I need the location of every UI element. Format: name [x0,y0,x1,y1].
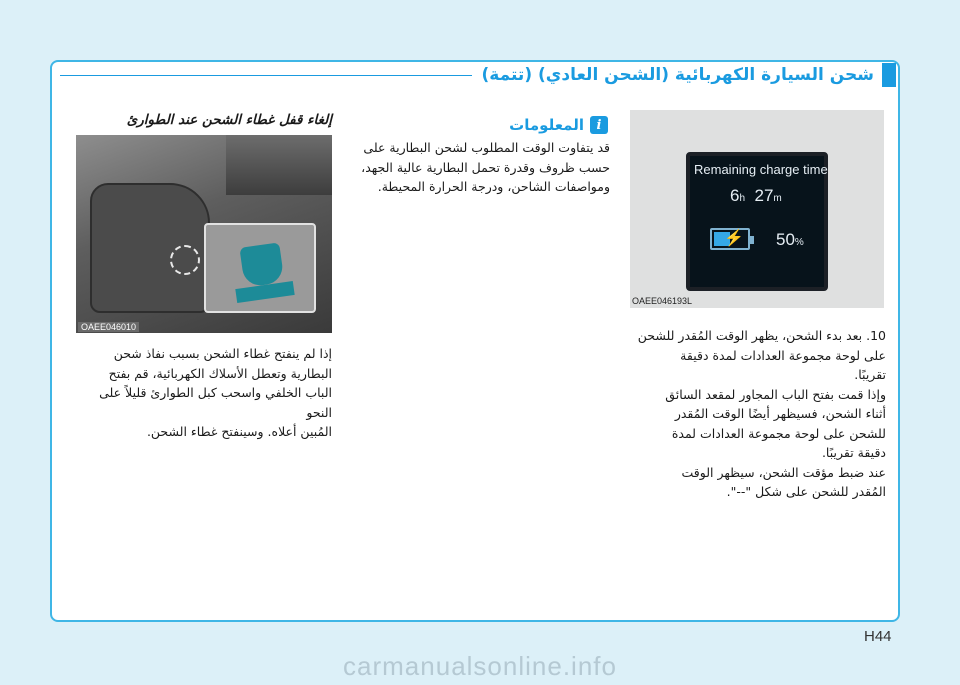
page-number: H44 [864,628,892,645]
hours-unit: h [739,193,746,204]
remaining-time [730,186,782,206]
section-header [60,63,896,87]
hours-value: 6 [730,186,740,205]
figure-code: OAEE046010 [78,322,139,332]
charging-bolt-icon: ⚡ [724,230,744,247]
charge-door-release-photo [76,135,332,333]
watermark [0,648,960,685]
info-text [352,138,610,197]
text-line: الباب الخلفي واسحب كبل الطوارئ قليلاً على النحو [99,385,332,420]
text-line: قد يتفاوت الوقت المطلوب لشحن البطارية على [363,140,610,155]
emergency-release-heading: إلغاء قفل غطاء الشحن عند الطوارئ [126,112,332,128]
charge-percent [776,230,804,250]
percent-value: 50 [776,230,795,249]
text-line: دقيقة تقريبًا. [821,445,886,460]
figure-code: OAEE046193L [632,296,693,306]
photo-trunk-shelf [226,135,332,195]
text-line: 10. بعد بدء الشحن، يظهر الوقت المُقدر للشحن [637,328,886,343]
section-title: شحن السيارة الكهربائية (الشحن العادي) (تتمة) [481,65,874,85]
cluster-display [686,152,828,291]
photo-inset-closeup [204,223,316,313]
watermark-text: carmanualsonline.info [343,651,617,681]
info-icon: i [590,116,608,134]
text-line: تقريبًا. [854,367,886,382]
display-title: Remaining charge time [694,162,828,177]
minutes-value: 27 [754,186,774,205]
info-title: المعلومات [509,116,584,134]
info-heading [480,114,608,136]
battery-icon [710,228,750,250]
minutes-unit: m [773,193,782,204]
charge-time-figure [630,110,884,308]
text-line: ومواصفات الشاحن، ودرجة الحرارة المحيطة. [377,179,610,194]
text-line: البطارية وتعطل الأسلاك الكهربائية، قم بفتح [108,365,332,381]
release-cable-location-icon [170,245,200,275]
text-line: أثناء الشحن، فسيظهر أيضًا الوقت المُقدر [674,406,886,421]
text-line: المُقدر للشحن على شكل "--". [726,484,886,499]
battery-tip [750,236,754,244]
tag-label-icon [235,281,294,303]
text-line: للشحن على لوحة مجموعة العدادات لمدة [671,425,886,441]
text-line: المُبين أعلاه. وسينفتح غطاء الشحن. [146,424,332,439]
step-10-text [628,326,886,502]
header-accent-block [882,63,896,87]
photo-trim-panel [90,183,210,313]
header-rule [60,75,472,76]
text-line: حسب ظروف وقدرة تحمل البطارية عالية الجهد، [361,159,610,175]
emergency-release-text [76,344,332,442]
text-line: عند ضبط مؤقت الشحن، سيظهر الوقت [681,464,886,480]
percent-unit: % [794,237,804,248]
text-line: وإذا قمت بفتح الباب المجاور لمقعد السائق [665,386,886,402]
text-line: إذا لم ينفتح غطاء الشحن بسبب نفاذ شحن [113,346,332,361]
emergency-cable-tag-icon [239,242,284,287]
text-line: على لوحة مجموعة العدادات لمدة دقيقة [680,347,886,363]
